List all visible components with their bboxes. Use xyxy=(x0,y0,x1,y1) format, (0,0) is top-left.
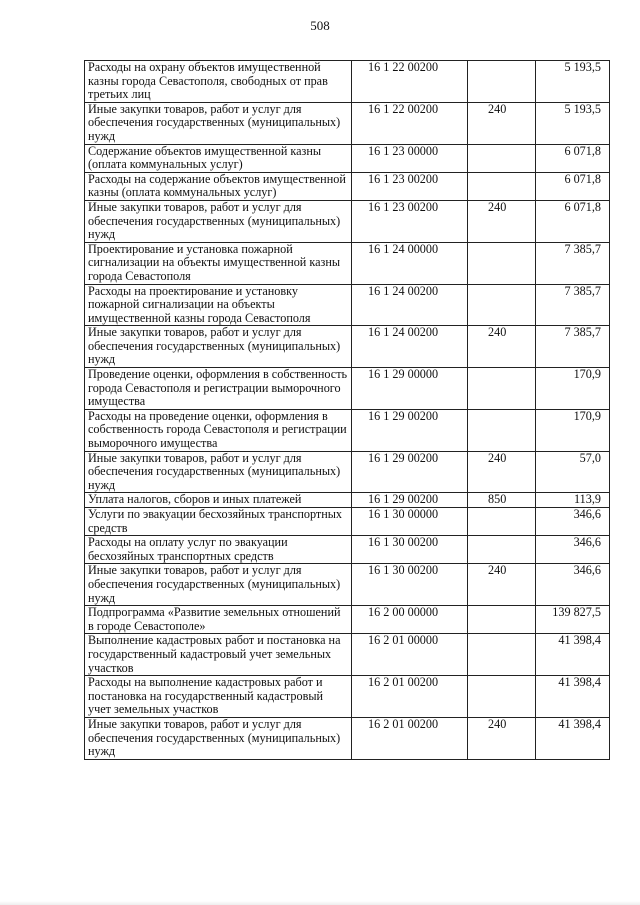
row-amount-cell: 7 385,7 xyxy=(536,284,610,326)
row-amount-cell: 170,9 xyxy=(536,368,610,410)
row-code-cell: 16 1 22 00200 xyxy=(352,102,468,144)
table-row xyxy=(85,61,610,103)
row-name-cell: Уплата налогов, сборов и иных платежей xyxy=(85,493,352,508)
row-expense-type-cell: 240 xyxy=(468,200,536,242)
row-amount-cell: 7 385,7 xyxy=(536,242,610,284)
table-row xyxy=(85,368,610,410)
row-expense-type-cell xyxy=(468,536,536,564)
row-code-cell: 16 1 29 00200 xyxy=(352,409,468,451)
row-code-cell: 16 2 01 00000 xyxy=(352,634,468,676)
row-name-cell: Иные закупки товаров, работ и услуг для обеспечения государственных (муниципальных) нужд xyxy=(85,717,352,759)
row-name-cell: Иные закупки товаров, работ и услуг для обеспечения государственных (муниципальных) нужд xyxy=(85,451,352,493)
table-row xyxy=(85,634,610,676)
row-amount-cell: 41 398,4 xyxy=(536,634,610,676)
row-expense-type-cell xyxy=(468,242,536,284)
row-code-cell: 16 1 29 00000 xyxy=(352,368,468,410)
row-code-cell: 16 1 23 00200 xyxy=(352,172,468,200)
row-amount-cell: 346,6 xyxy=(536,508,610,536)
row-expense-type-cell: 240 xyxy=(468,326,536,368)
row-name-cell: Расходы на оплату услуг по эвакуации бесхозяйных транспортных средств xyxy=(85,536,352,564)
row-expense-type-cell xyxy=(468,368,536,410)
row-code-cell: 16 1 30 00000 xyxy=(352,508,468,536)
row-expense-type-cell xyxy=(468,634,536,676)
row-expense-type-cell xyxy=(468,606,536,634)
row-expense-type-cell: 240 xyxy=(468,451,536,493)
row-amount-cell: 41 398,4 xyxy=(536,676,610,718)
row-amount-cell: 346,6 xyxy=(536,536,610,564)
row-amount-cell: 6 071,8 xyxy=(536,200,610,242)
row-name-cell: Иные закупки товаров, работ и услуг для обеспечения государственных (муниципальных) нужд xyxy=(85,564,352,606)
row-expense-type-cell: 850 xyxy=(468,493,536,508)
row-name-cell: Расходы на содержание объектов имущественной казны (оплата коммунальных услуг) xyxy=(85,172,352,200)
row-code-cell: 16 2 01 00200 xyxy=(352,717,468,759)
row-expense-type-cell: 240 xyxy=(468,564,536,606)
table-row xyxy=(85,493,610,508)
row-expense-type-cell: 240 xyxy=(468,717,536,759)
row-amount-cell: 57,0 xyxy=(536,451,610,493)
row-name-cell: Выполнение кадастровых работ и постановка на государственный кадастровый учет земельных участков xyxy=(85,634,352,676)
row-code-cell: 16 1 24 00200 xyxy=(352,326,468,368)
row-code-cell: 16 1 29 00200 xyxy=(352,451,468,493)
row-code-cell: 16 1 30 00200 xyxy=(352,564,468,606)
row-amount-cell: 5 193,5 xyxy=(536,102,610,144)
row-code-cell: 16 1 22 00200 xyxy=(352,61,468,103)
row-name-cell: Проведение оценки, оформления в собственность города Севастополя и регистрации выморочного имущества xyxy=(85,368,352,410)
budget-table-body xyxy=(85,61,610,760)
table-row xyxy=(85,676,610,718)
row-expense-type-cell xyxy=(468,508,536,536)
table-row xyxy=(85,326,610,368)
table-row xyxy=(85,284,610,326)
table-row xyxy=(85,102,610,144)
row-expense-type-cell xyxy=(468,144,536,172)
table-row xyxy=(85,606,610,634)
row-code-cell: 16 1 24 00200 xyxy=(352,284,468,326)
row-code-cell: 16 1 24 00000 xyxy=(352,242,468,284)
row-code-cell: 16 1 23 00200 xyxy=(352,200,468,242)
row-name-cell: Иные закупки товаров, работ и услуг для обеспечения государственных (муниципальных) нужд xyxy=(85,326,352,368)
row-name-cell: Иные закупки товаров, работ и услуг для обеспечения государственных (муниципальных) нужд xyxy=(85,200,352,242)
table-row xyxy=(85,172,610,200)
row-name-cell: Расходы на выполнение кадастровых работ и постановка на государственный кадастровый учет земельных участков xyxy=(85,676,352,718)
row-name-cell: Расходы на охрану объектов имущественной казны города Севастополя, свободных от прав третьих лиц xyxy=(85,61,352,103)
table-row xyxy=(85,508,610,536)
row-amount-cell: 6 071,8 xyxy=(536,144,610,172)
row-expense-type-cell xyxy=(468,172,536,200)
row-amount-cell: 139 827,5 xyxy=(536,606,610,634)
row-amount-cell: 6 071,8 xyxy=(536,172,610,200)
row-code-cell: 16 1 30 00200 xyxy=(352,536,468,564)
table-row xyxy=(85,717,610,759)
row-expense-type-cell xyxy=(468,61,536,103)
budget-table xyxy=(84,60,610,760)
table-row xyxy=(85,564,610,606)
row-code-cell: 16 1 29 00200 xyxy=(352,493,468,508)
table-row xyxy=(85,409,610,451)
row-expense-type-cell xyxy=(468,676,536,718)
row-code-cell: 16 2 01 00200 xyxy=(352,676,468,718)
table-row xyxy=(85,536,610,564)
table-row xyxy=(85,200,610,242)
row-amount-cell: 5 193,5 xyxy=(536,61,610,103)
row-name-cell: Услуги по эвакуации бесхозяйных транспортных средств xyxy=(85,508,352,536)
row-name-cell: Проектирование и установка пожарной сигнализации на объекты имущественной казны города Севастополя xyxy=(85,242,352,284)
row-name-cell: Содержание объектов имущественной казны (оплата коммунальных услуг) xyxy=(85,144,352,172)
table-row xyxy=(85,242,610,284)
scan-edge xyxy=(0,901,640,905)
row-amount-cell: 170,9 xyxy=(536,409,610,451)
row-name-cell: Иные закупки товаров, работ и услуг для обеспечения государственных (муниципальных) нужд xyxy=(85,102,352,144)
row-amount-cell: 7 385,7 xyxy=(536,326,610,368)
row-name-cell: Подпрограмма «Развитие земельных отношений в городе Севастополе» xyxy=(85,606,352,634)
row-amount-cell: 113,9 xyxy=(536,493,610,508)
row-name-cell: Расходы на проектирование и установку пожарной сигнализации на объекты имущественной казны города Севастополя xyxy=(85,284,352,326)
row-expense-type-cell xyxy=(468,284,536,326)
row-expense-type-cell xyxy=(468,409,536,451)
row-expense-type-cell: 240 xyxy=(468,102,536,144)
row-code-cell: 16 1 23 00000 xyxy=(352,144,468,172)
table-row xyxy=(85,144,610,172)
row-code-cell: 16 2 00 00000 xyxy=(352,606,468,634)
table-row xyxy=(85,451,610,493)
page-number: 508 xyxy=(310,18,330,33)
row-amount-cell: 41 398,4 xyxy=(536,717,610,759)
row-amount-cell: 346,6 xyxy=(536,564,610,606)
row-name-cell: Расходы на проведение оценки, оформления в собственность города Севастополя и регистрации выморочного имущества xyxy=(85,409,352,451)
